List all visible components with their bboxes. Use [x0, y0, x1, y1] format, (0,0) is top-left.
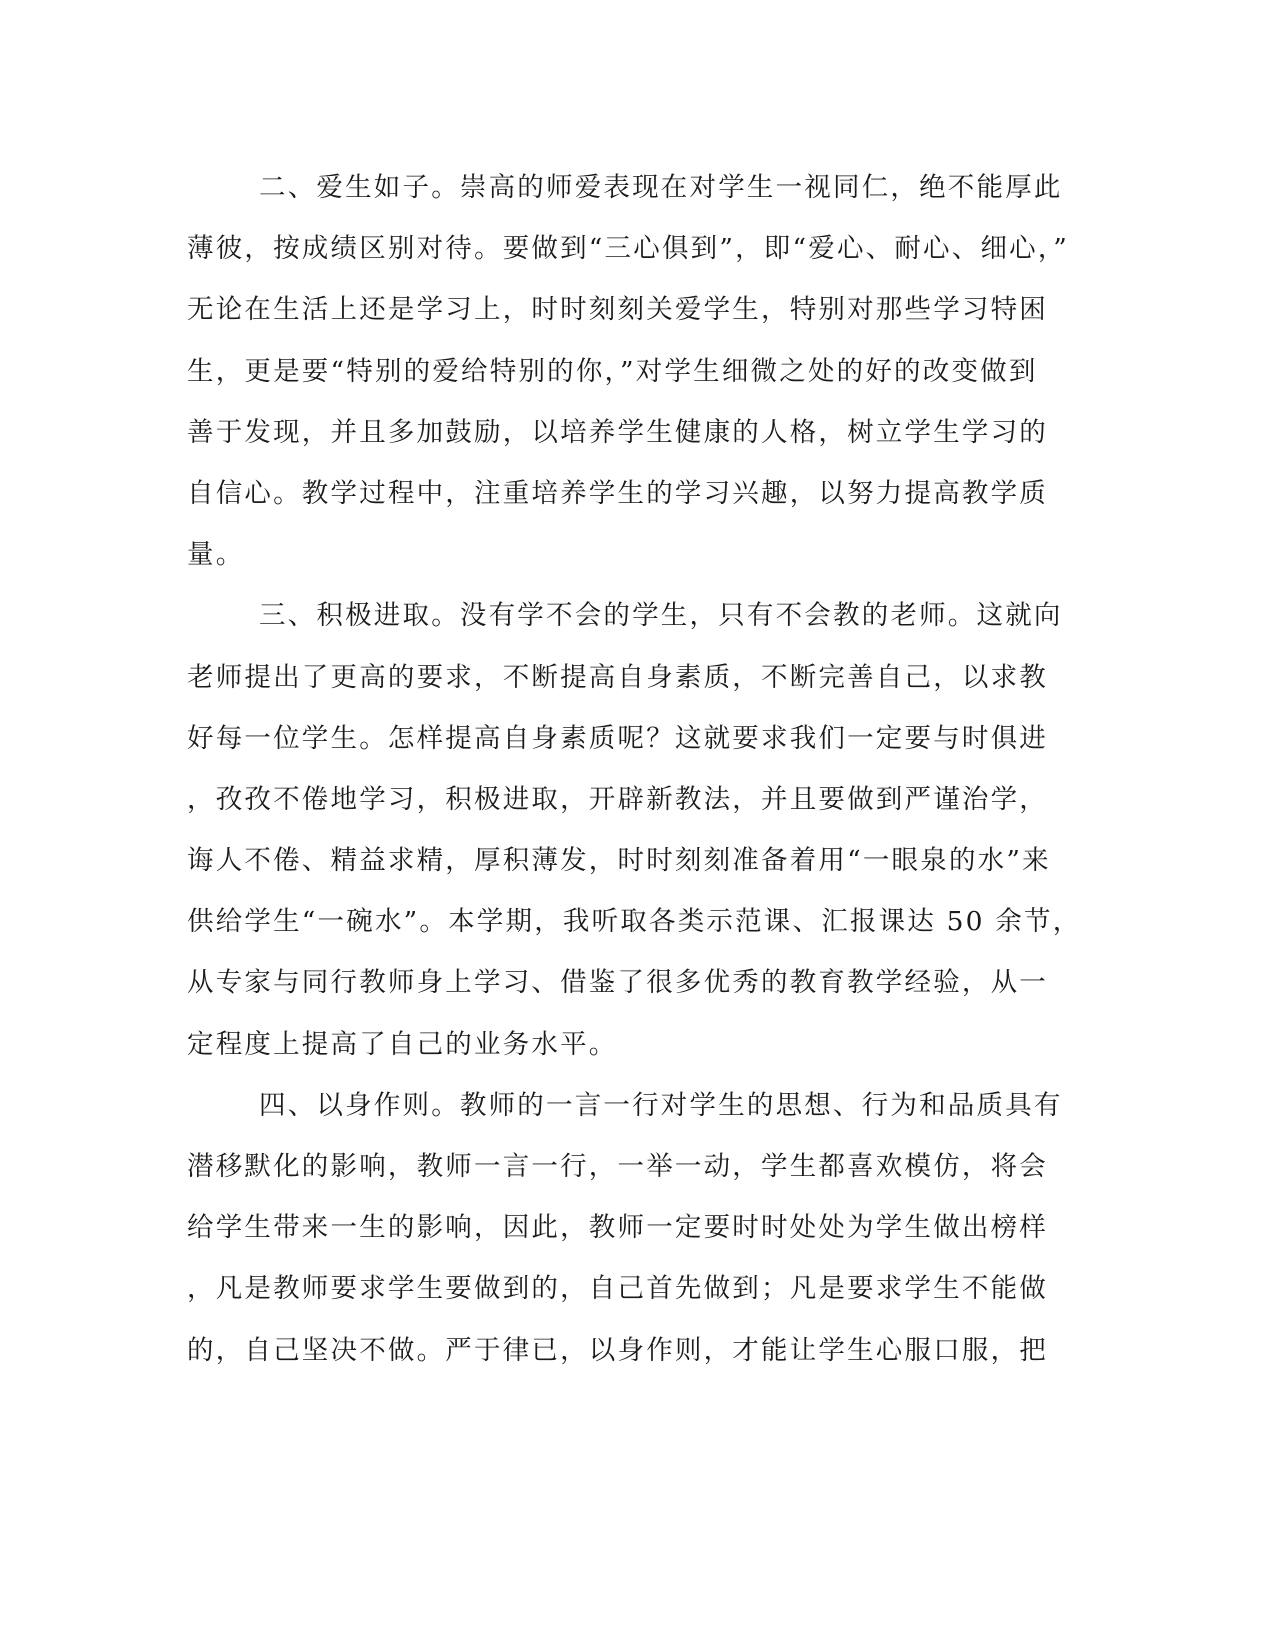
paragraph-2-line-7: 量。	[187, 539, 245, 571]
paragraph-2-line-3: 无论在生活上还是学习上，时时刻刻关爱学生，特别对那些学习特困	[187, 294, 1048, 326]
paragraph-3-line-3: 好每一位学生。怎样提高自身素质呢？这就要求我们一定要与时俱进	[187, 722, 1048, 754]
paragraph-3-line-7: 从专家与同行教师身上学习、借鉴了很多优秀的教育教学经验，从一	[187, 967, 1048, 999]
paragraph-3-line-2: 老师提出了更高的要求，不断提高自身素质，不断完善自己，以求教	[187, 661, 1048, 693]
paragraph-3-line-1: 三、积极进取。没有学不会的学生，只有不会教的老师。这就向	[259, 600, 1063, 632]
paragraph-3-line-5: 诲人不倦、精益求精，厚积薄发，时时刻刻准备着用“一眼泉的水”来	[187, 845, 1051, 877]
paragraph-3-line-4: ，孜孜不倦地学习，积极进取，开辟新教法，并且要做到严谨治学，	[187, 783, 1048, 815]
paragraph-4-line-1: 四、以身作则。教师的一言一行对学生的思想、行为和品质具有	[259, 1089, 1063, 1121]
paragraph-4-line-3: 给学生带来一生的影响，因此，教师一定要时时处处为学生做出榜样	[187, 1212, 1048, 1244]
paragraph-4-line-5: 的，自己坚决不做。严于律已，以身作则，才能让学生心服口服，把	[187, 1334, 1048, 1366]
paragraph-3-line-8: 定程度上提高了自己的业务水平。	[187, 1028, 618, 1060]
paragraph-2-line-6: 自信心。教学过程中，注重培养学生的学习兴趣，以努力提高教学质	[187, 477, 1048, 509]
paragraph-3-line-6: 供给学生“一碗水”。本学期，我听取各类示范课、汇报课达 50 余节，	[187, 906, 1082, 938]
paragraph-4-line-2: 潜移默化的影响，教师一言一行，一举一动，学生都喜欢模仿，将会	[187, 1151, 1048, 1182]
paragraph-2-line-5: 善于发现，并且多加鼓励，以培养学生健康的人格，树立学生学习的	[187, 416, 1048, 448]
paragraph-2-line-2: 薄彼，按成绩区别对待。要做到“三心俱到”，即“爱心、耐心、细心，”	[187, 233, 1070, 265]
paragraph-2-line-4: 生，更是要“特别的爱给特别的你，”对学生细微之处的好的改变做到	[187, 355, 1038, 387]
document-body	[187, 157, 1082, 1381]
paragraph-2-line-1: 二、爱生如子。崇高的师爱表现在对学生一视同仁，绝不能厚此	[259, 172, 1063, 203]
paragraph-4-line-4: ，凡是教师要求学生要做到的，自己首先做到；凡是要求学生不能做	[187, 1273, 1048, 1305]
